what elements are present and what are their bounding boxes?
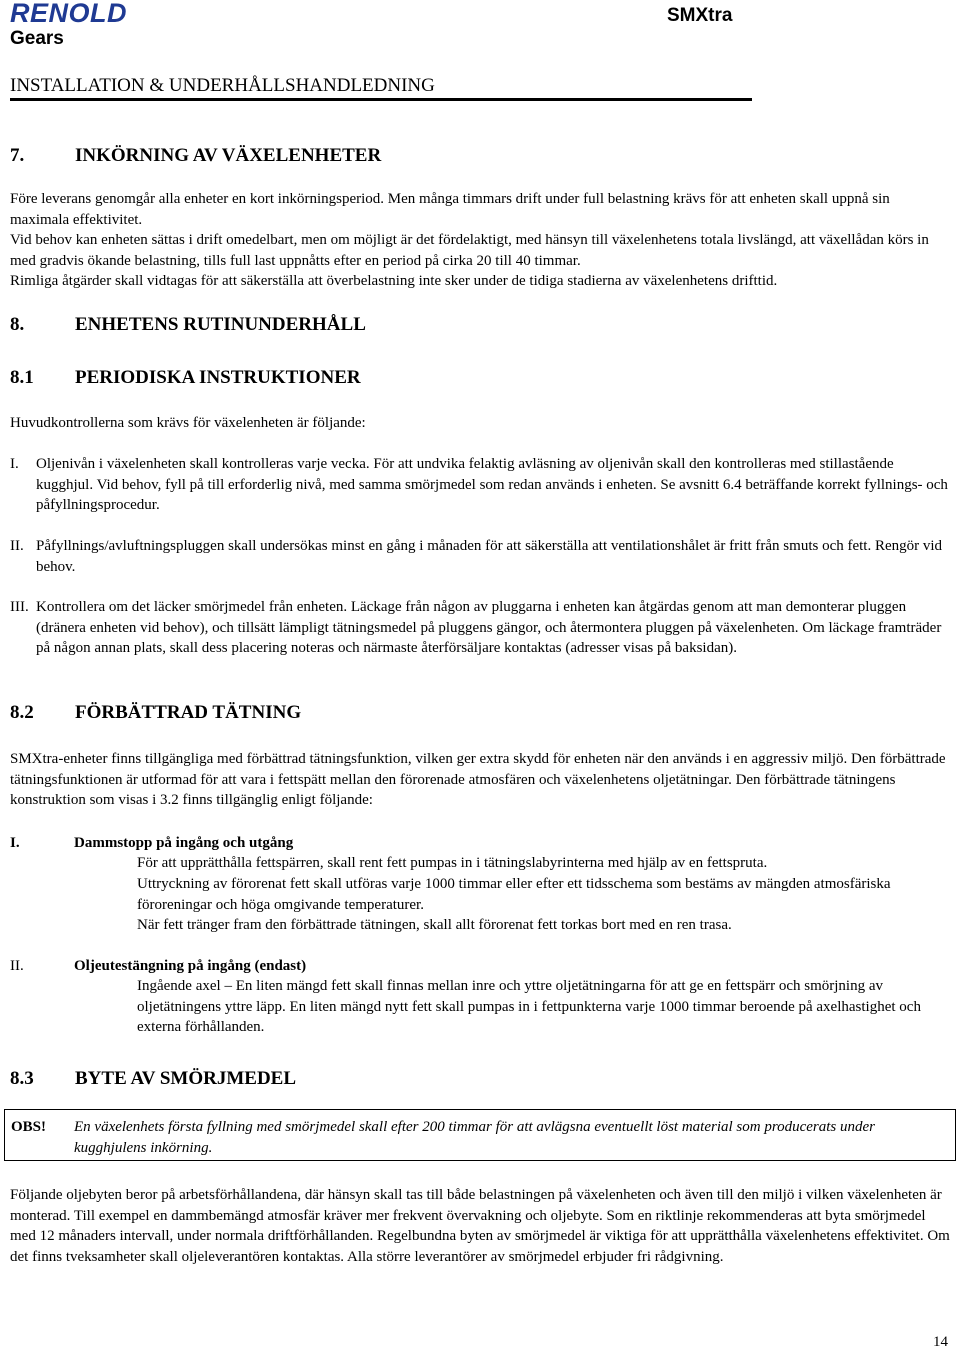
document-title: INSTALLATION & UNDERHÅLLSHANDLEDNING [10, 75, 435, 96]
brand-logo: RENOLD [10, 0, 127, 28]
roman-numeral: III. [10, 599, 29, 615]
roman-numeral: I. [10, 835, 20, 851]
section-number: 8. [10, 314, 25, 335]
list-item [10, 597, 950, 659]
list-item-text: Påfyllnings/avluftningspluggen skall undersökas minst en gång i månaden för att säkerställa att ventilationshålet är fritt från smuts och fett. Rengör vid behov. [36, 538, 943, 575]
page-number: 14 [933, 1334, 948, 1350]
list-item-line: När fett tränger fram den förbättrade tätningen, skall allt förorenat fett torkas bort med en ren trasa. [137, 917, 732, 933]
header-rule [10, 98, 752, 101]
section-title: INKÖRNING AV VÄXELENHETER [75, 145, 382, 166]
section-8-1-intro: Huvudkontrollerna som krävs för växelenheten är följande: [10, 415, 366, 431]
list-item [10, 956, 950, 1041]
note-box [4, 1109, 956, 1161]
list-item-title: Oljeutestängning på ingång (endast) [74, 958, 307, 974]
section-7-paragraph-1: Före leverans genomgår alla enheter en kort inkörningsperiod. Men många timmars drift under full belastning krävs för att enheten skall uppnå sin maximala effektivitet. [10, 191, 890, 228]
section-title: FÖRBÄTTRAD TÄTNING [75, 702, 302, 723]
section-7-paragraph-2: Vid behov kan enheten sättas i drift omedelbart, men om möjligt är det fördelaktigt, med hänsyn till växelenhetens totala livslängd, att växellådan körs in med gradvis ökande belastning, tills full last uppnåtts efter en period på cirka 20 till 40 timmar. [10, 232, 929, 269]
section-title: ENHETENS RUTINUNDERHÅLL [75, 314, 366, 335]
section-title: PERIODISKA INSTRUKTIONER [75, 367, 361, 388]
section-title: BYTE AV SMÖRJMEDEL [75, 1068, 297, 1089]
roman-numeral: II. [10, 958, 24, 974]
list-item [10, 454, 950, 516]
section-number: 8.2 [10, 702, 34, 723]
list-item-title: Dammstopp på ingång och utgång [74, 835, 294, 851]
section-8-2-intro: SMXtra-enheter finns tillgängliga med förbättrad tätningsfunktion, vilken ger extra skydd för enheten när den används i en aggressiv miljö. Den förbättrade tätningsfunktionen är utformad för att vara i fettspätt mellan den förorenade atmosfären och växelenhetens oljetätningar. Den förbättrade tätningens konstruktion som visas i 3.2 finns tillgänglig enligt följande: [10, 751, 946, 808]
list-item [10, 833, 950, 943]
list-item-text: Kontrollera om det läcker smörjmedel från enheten. Läckage från någon av pluggarna i enheten kan åtgärdas genom att man demonterar pluggen (dränera enheten vid behov), och tillsätt lämpligt tätningsmedel på pluggens gängor, och återmontera pluggen på växelenheten. Om läckage framträder på någon annan plats, skall dess placering noteras och närmaste återförsäljare kontaktas (adresser visas på baksidan). [36, 599, 942, 656]
roman-numeral: II. [10, 538, 24, 554]
roman-numeral: I. [10, 456, 19, 472]
brand-subtitle: Gears [10, 28, 64, 49]
section-number: 7. [10, 145, 25, 166]
section-7-paragraph-3: Rimliga åtgärder skall vidtagas för att säkerställa att överbelastning inte sker under de tidiga stadierna av växelenhetens drifttid. [10, 273, 778, 289]
section-number: 8.3 [10, 1068, 34, 1089]
note-text: En växelenhets första fyllning med smörjmedel skall efter 200 timmar för att avlägsna eventuellt löst material som producerats under kugghjulens inkörning. [74, 1119, 876, 1156]
section-number: 8.1 [10, 367, 34, 388]
list-item-line: Uttryckning av förorenat fett skall utföras varje 1000 timmar eller efter ett tidsschema som bestäms av mängden atmosfäriska föroreningar och höga omgivande temperaturer. [137, 876, 891, 913]
list-item [10, 536, 950, 577]
section-8-3-body: Följande oljebyten beror på arbetsförhållandena, där hänsyn skall tas till både belastningen på växelenheten och även till den miljö i vilken växelenheten är monterad. Till exempel en dammbemängd atmosfär kräver mer frekvent övervakning och oljebyte. Som en riktlinje rekommenderas att byta smörjmedel med 12 månaders intervall, under normala driftförhållanden. Regelbundna byten av smörjmedel är viktiga för att upprätthålla växelenhetens effektivitet. Om det finns tveksamheter skall oljeleverantören kontaktas. Alla större leverantörer av smörjmedel erbjuder fri rådgivning. [10, 1187, 950, 1265]
note-label: OBS! [11, 1119, 47, 1135]
list-item-text: Ingående axel – En liten mängd fett skall finnas mellan inre och yttre oljetätningarna för att ge en fettspärr och smörjning av oljetätningens yttre läpp. En liten mängd nytt fett skall pumpas in i fettpunkterna varje 1000 timmar beroende på axelhastighet och externa förhållanden. [137, 978, 921, 1035]
list-item-line: För att upprätthålla fettspärren, skall rent fett pumpas in i tätningslabyrinterna med hjälp av en fettspruta. [137, 855, 768, 871]
product-name: SMXtra [667, 5, 733, 26]
list-item-text: Oljenivån i växelenheten skall kontrolleras varje vecka. För att undvika felaktig avläsning av oljenivån skall den kontrolleras med stillastående kugghjul. Vid behov, fyll på till erforderlig nivå, med samma smörjmedel som redan används i enheten. Se avsnitt 6.4 beträffande korrekt fyllnings- och påfyllningsprocedur. [36, 456, 948, 513]
